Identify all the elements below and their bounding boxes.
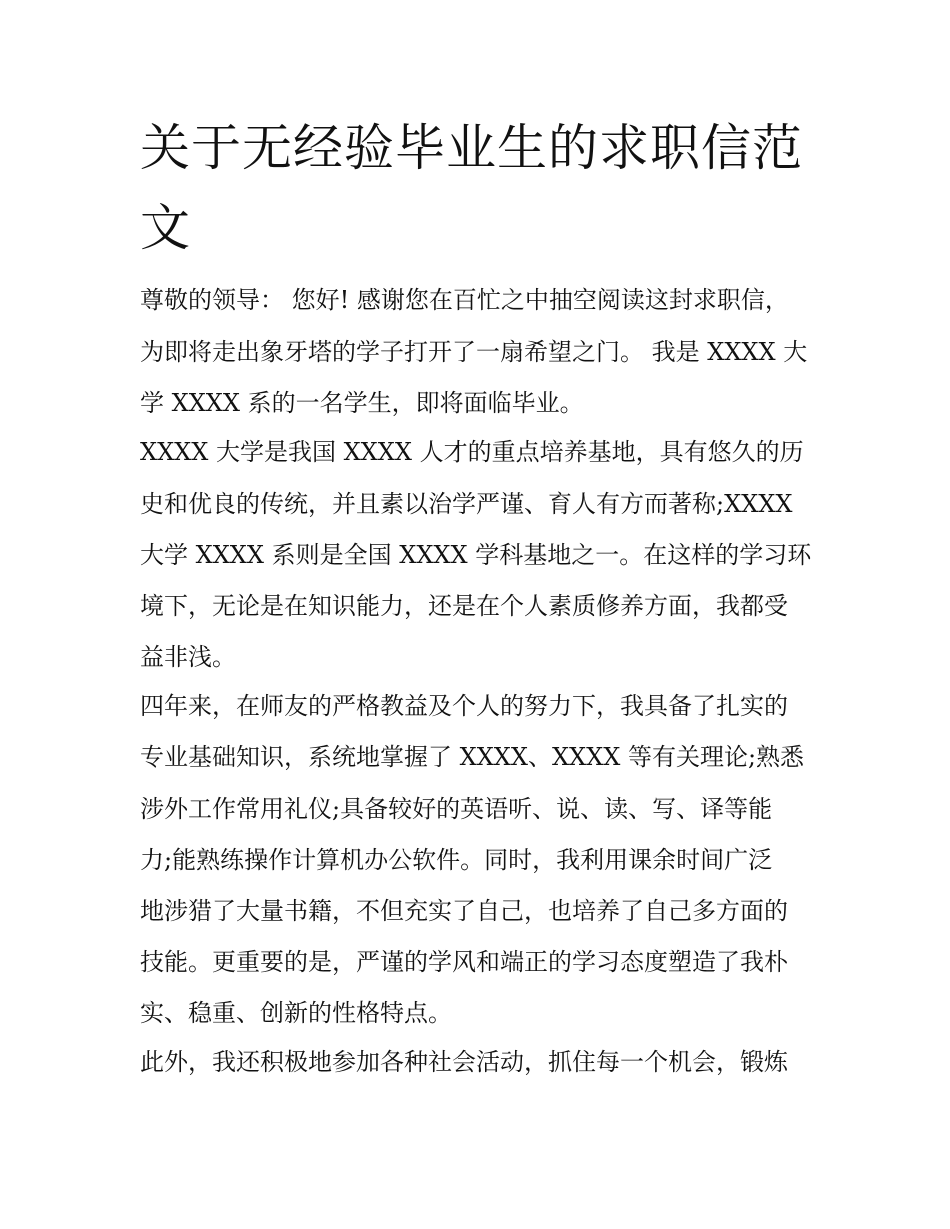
body-line-6: 大学 XXXX 系则是全国 XXXX 学科基地之一。在这样的学习环 [140,541,812,569]
body-line-14: 技能。更重要的是，严谨的学风和端正的学习态度塑造了我朴 [140,948,788,976]
body-line-3: 学 XXXX 系的一名学生，即将面临毕业。 [140,389,584,417]
body-line-2: 为即将走出象牙塔的学子打开了一扇希望之门。 我是 XXXX 大 [140,338,808,366]
body-line-16: 此外，我还积极地参加各种社会活动，抓住每一个机会，锻炼 [140,1048,788,1076]
title-line-1: 关于无经验毕业生的求职信范 [140,119,803,177]
body-line-7: 境下，无论是在知识能力，还是在个人素质修养方面，我都受 [140,592,788,620]
title-line-2: 文 [140,199,191,257]
body-line-10: 专业基础知识，系统地掌握了 XXXX、XXXX 等有关理论;熟悉 [140,743,805,771]
document-title [140,108,820,268]
body-line-11: 涉外工作常用礼仪;具备较好的英语听、说、读、写、译等能 [140,795,773,823]
body-line-15: 实、稳重、创新的性格特点。 [140,999,452,1027]
body-line-5: 史和优良的传统，并且素以治学严谨、育人有方而著称;XXXX [140,490,793,518]
body-line-8: 益非浅。 [140,643,236,671]
body-line-9: 四年来，在师友的严格教益及个人的努力下，我具备了扎实的 [140,692,788,720]
body-line-13: 地涉猎了大量书籍，不但充实了自己，也培养了自己多方面的 [140,897,788,925]
body-line-12: 力;能熟练操作计算机办公软件。同时，我利用课余时间广泛 [140,846,773,874]
body-line-4: XXXX 大学是我国 XXXX 人才的重点培养基地，具有悠久的历 [140,438,804,466]
body-line-1: 尊敬的领导： 您好! 感谢您在百忙之中抽空阅读这封求职信， [140,286,789,314]
